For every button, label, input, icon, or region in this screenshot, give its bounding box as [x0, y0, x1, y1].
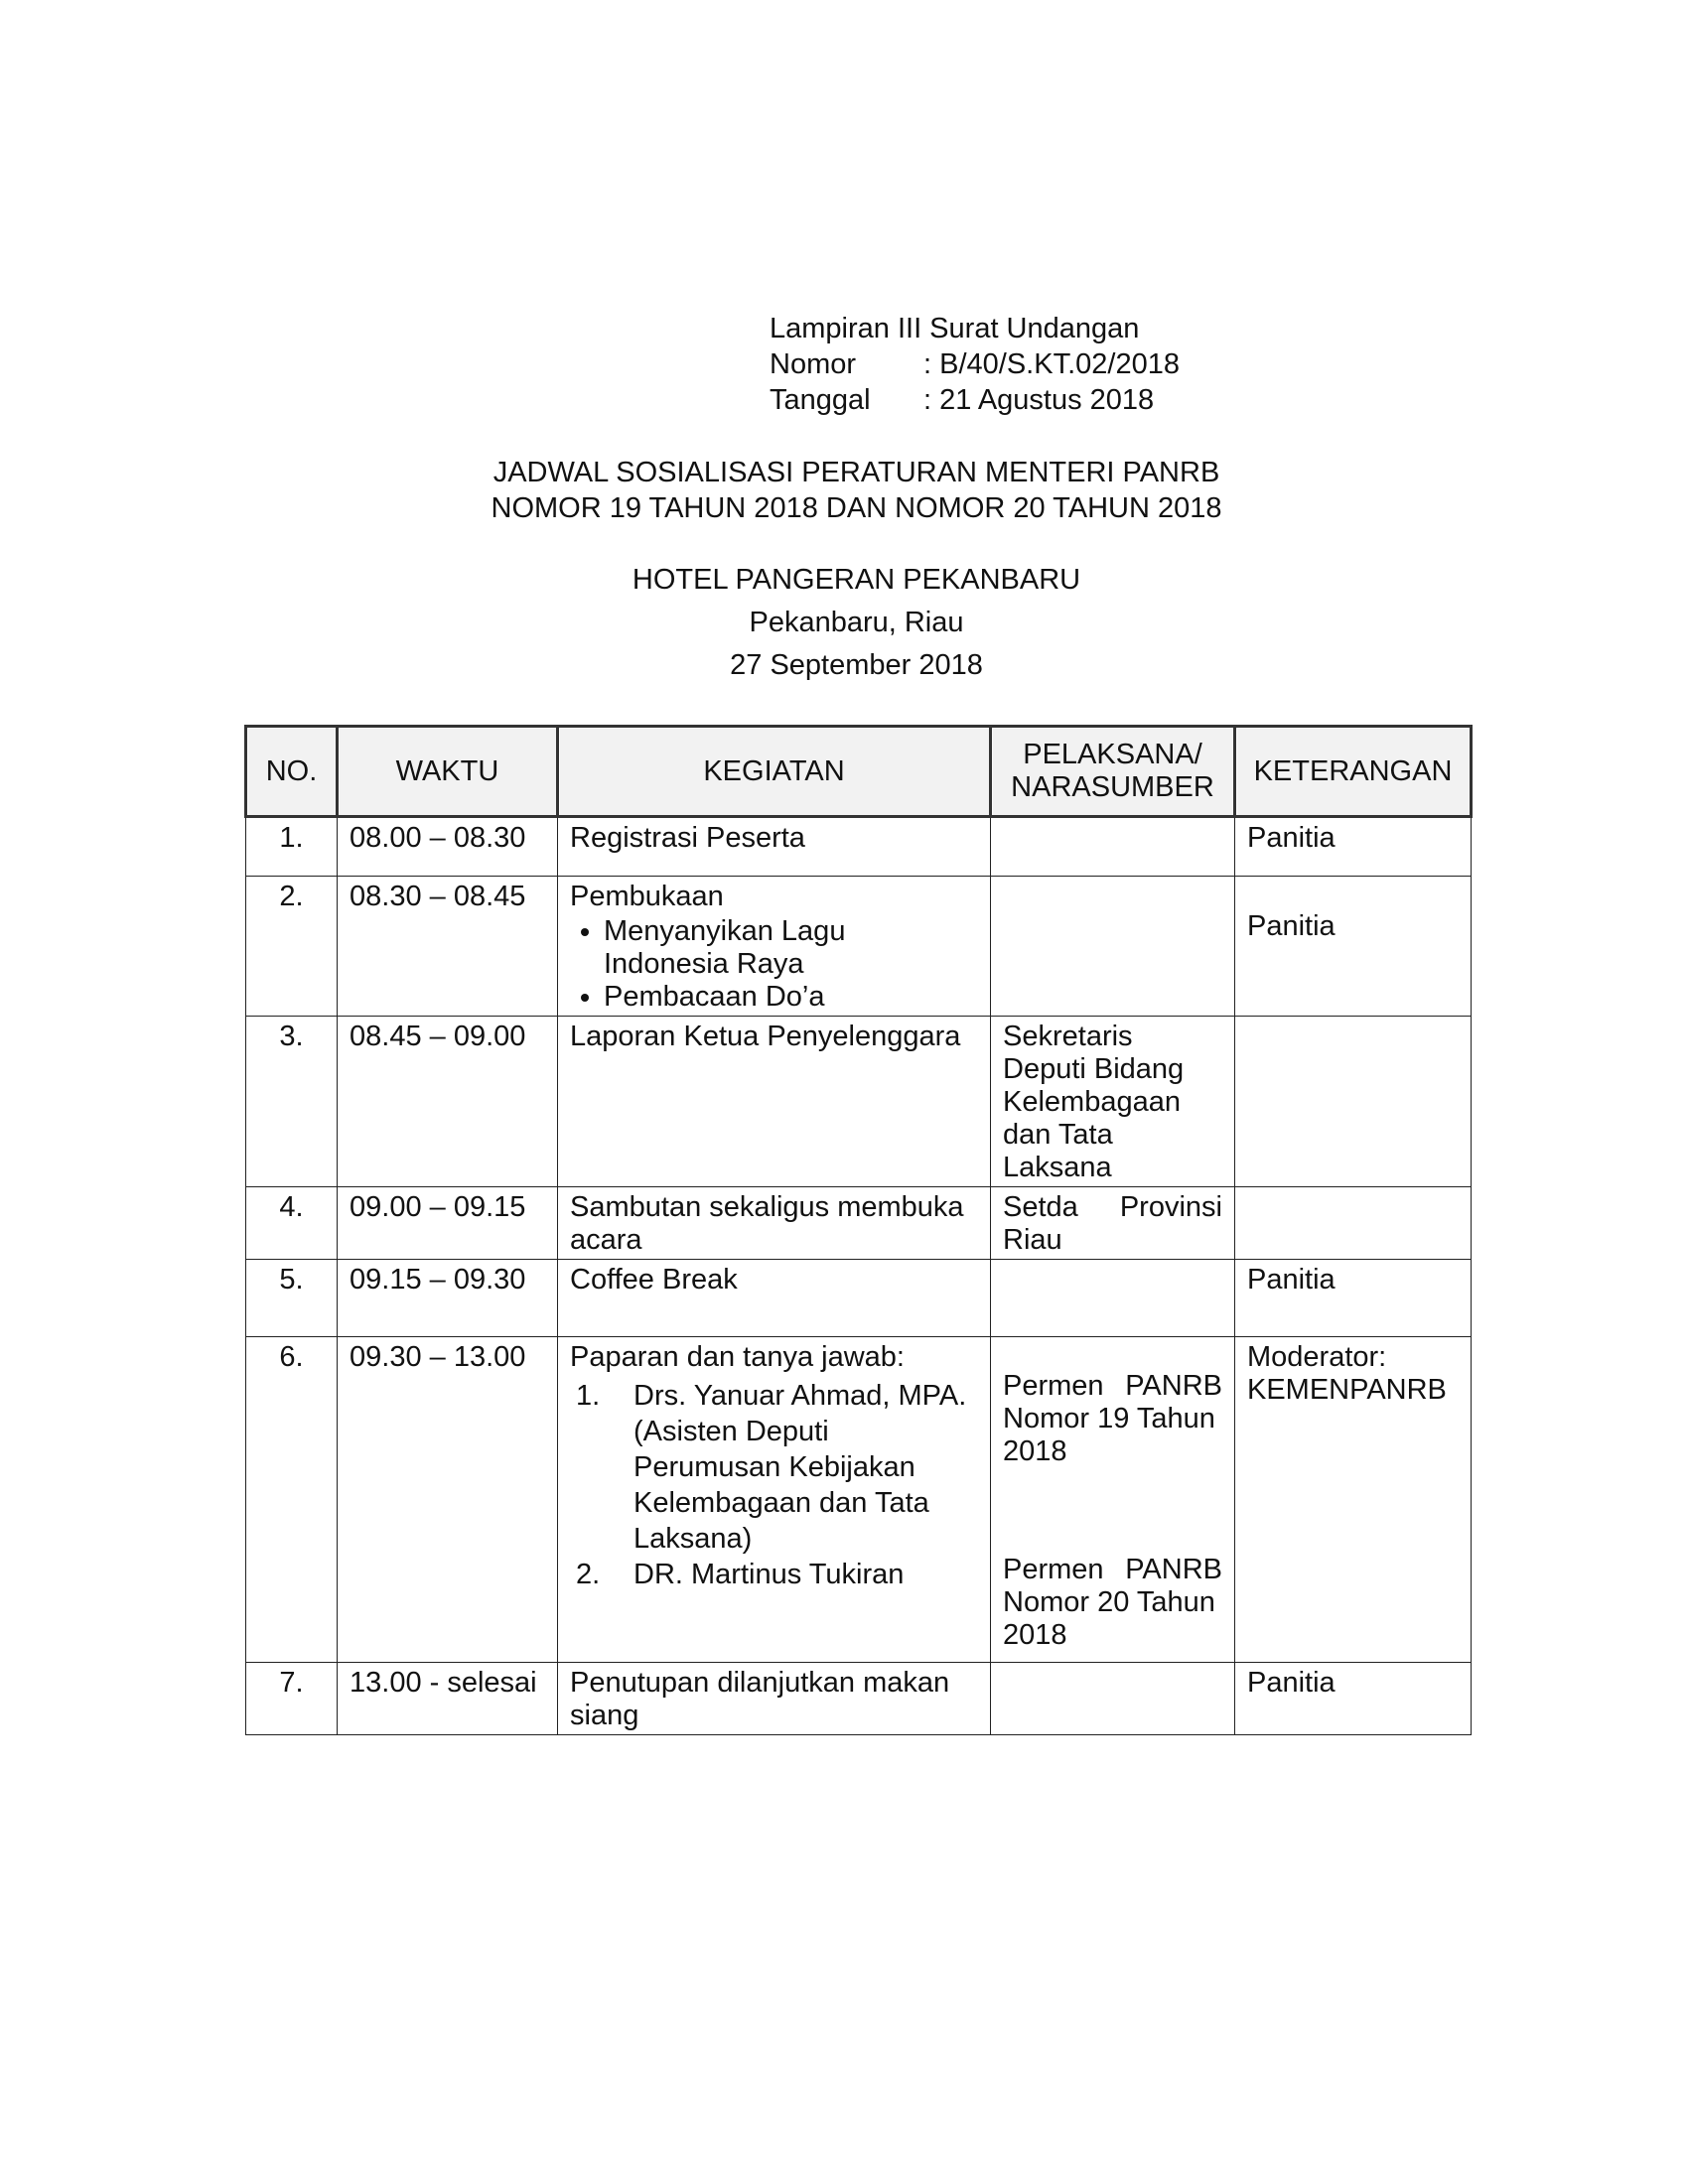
- table-row: [246, 877, 1472, 1017]
- cell-keterangan: Panitia: [1235, 1663, 1472, 1735]
- table-row: [246, 817, 1472, 877]
- pelaksana-a-rest: Nomor 19 Tahun 2018: [1003, 1403, 1215, 1467]
- cell-no: 1.: [246, 817, 338, 877]
- cell-waktu: 13.00 - selesai: [338, 1663, 558, 1735]
- header-keterangan: KETERANGAN: [1235, 727, 1472, 817]
- tanggal-value: : 21 Agustus 2018: [923, 384, 1155, 416]
- heading-line-1: JADWAL SOSIALISASI PERATURAN MENTERI PANRB: [492, 457, 1220, 488]
- speaker-number: 1.: [576, 1380, 601, 1412]
- list-item: • Pembacaan Do’a: [604, 981, 978, 1014]
- pelaksana-line-1: Setda Provinsi: [1003, 1191, 1222, 1223]
- cell-kegiatan: Penutupan dilanjutkan makan siang: [558, 1663, 991, 1735]
- cell-no: 7.: [246, 1663, 338, 1735]
- venue-city: Pekanbaru, Riau: [749, 607, 964, 638]
- cell-no: 6.: [246, 1337, 338, 1663]
- cell-kegiatan: [558, 877, 991, 1017]
- kegiatan-title: Paparan dan tanya jawab:: [570, 1341, 905, 1373]
- kegiatan-title: Pembukaan: [570, 881, 724, 912]
- pelaksana-line-2: Riau: [1003, 1224, 1062, 1256]
- cell-kegiatan: Registrasi Peserta: [558, 817, 991, 877]
- cell-pelaksana: [991, 817, 1235, 877]
- pelaksana-b-line-1: Permen PANRB: [1003, 1554, 1222, 1585]
- attachment-tanggal: [770, 382, 1180, 418]
- venue-block: [0, 559, 1688, 687]
- cell-waktu: 09.30 – 13.00: [338, 1337, 558, 1663]
- cell-keterangan: Moderator: KEMENPANRB: [1235, 1337, 1472, 1663]
- tanggal-label: Tanggal: [770, 384, 871, 416]
- attachment-title: Lampiran III Surat Undangan: [770, 313, 1140, 344]
- venue-hotel: HOTEL PANGERAN PEKANBARU: [632, 564, 1081, 596]
- nomor-label: Nomor: [770, 348, 857, 380]
- cell-pelaksana: Sekretaris Deputi Bidang Kelembagaan dan Tata Laksana: [991, 1017, 1235, 1187]
- cell-pelaksana: [991, 877, 1235, 1017]
- list-item: [570, 1557, 978, 1592]
- cell-pelaksana: [991, 1260, 1235, 1337]
- cell-kegiatan: Sambutan sekaligus membuka acara: [558, 1187, 991, 1260]
- cell-waktu: 09.15 – 09.30: [338, 1260, 558, 1337]
- speaker-number: 2.: [576, 1559, 601, 1590]
- attachment-info: [770, 311, 1180, 418]
- cell-waktu: 08.00 – 08.30: [338, 817, 558, 877]
- header-pelaksana: PELAKSANA/ NARASUMBER: [991, 727, 1235, 817]
- kegiatan-bullets: [570, 915, 978, 1014]
- cell-kegiatan: Coffee Break: [558, 1260, 991, 1337]
- cell-pelaksana: [991, 1663, 1235, 1735]
- cell-keterangan: [1235, 1017, 1472, 1187]
- cell-pelaksana: [991, 1337, 1235, 1663]
- table-row: [246, 1260, 1472, 1337]
- attachment-nomor: [770, 346, 1180, 382]
- list-item: • Menyanyikan Lagu Indonesia Raya: [604, 915, 978, 981]
- schedule-table: [244, 725, 1470, 1735]
- header-no: NO.: [246, 727, 338, 817]
- cell-no: 4.: [246, 1187, 338, 1260]
- table-row: [246, 1187, 1472, 1260]
- header-waktu: WAKTU: [338, 727, 558, 817]
- cell-keterangan: Panitia: [1235, 817, 1472, 877]
- speaker-list: [570, 1378, 978, 1592]
- cell-keterangan: [1235, 1187, 1472, 1260]
- speaker-text: Drs. Yanuar Ahmad, MPA. (Asisten Deputi Perumusan Kebijakan Kelembagaan dan Tata Laksana): [633, 1380, 967, 1555]
- cell-no: 3.: [246, 1017, 338, 1187]
- cell-no: 5.: [246, 1260, 338, 1337]
- venue-date: 27 September 2018: [730, 649, 983, 681]
- spacer: [1003, 1468, 1222, 1554]
- table-row: [246, 1017, 1472, 1187]
- pelaksana-b-rest: Nomor 20 Tahun 2018: [1003, 1586, 1215, 1651]
- pelaksana-a-line-1: Permen PANRB: [1003, 1370, 1222, 1402]
- list-item: [570, 1378, 978, 1557]
- table-row: [246, 1337, 1472, 1663]
- cell-keterangan: Panitia: [1235, 1260, 1472, 1337]
- nomor-value: : B/40/S.KT.02/2018: [923, 348, 1180, 380]
- table-header-row: [246, 727, 1472, 817]
- heading-line-2: NOMOR 19 TAHUN 2018 DAN NOMOR 20 TAHUN 2018: [491, 492, 1222, 524]
- cell-waktu: 08.30 – 08.45: [338, 877, 558, 1017]
- table-row: [246, 1663, 1472, 1735]
- speaker-text: DR. Martinus Tukiran: [633, 1559, 905, 1590]
- header-kegiatan: KEGIATAN: [558, 727, 991, 817]
- cell-keterangan: Panitia: [1235, 877, 1472, 1017]
- cell-kegiatan: [558, 1337, 991, 1663]
- cell-kegiatan: Laporan Ketua Penyelenggara: [558, 1017, 991, 1187]
- cell-no: 2.: [246, 877, 338, 1017]
- document-heading: [0, 455, 1688, 526]
- cell-waktu: 08.45 – 09.00: [338, 1017, 558, 1187]
- cell-pelaksana: [991, 1187, 1235, 1260]
- cell-waktu: 09.00 – 09.15: [338, 1187, 558, 1260]
